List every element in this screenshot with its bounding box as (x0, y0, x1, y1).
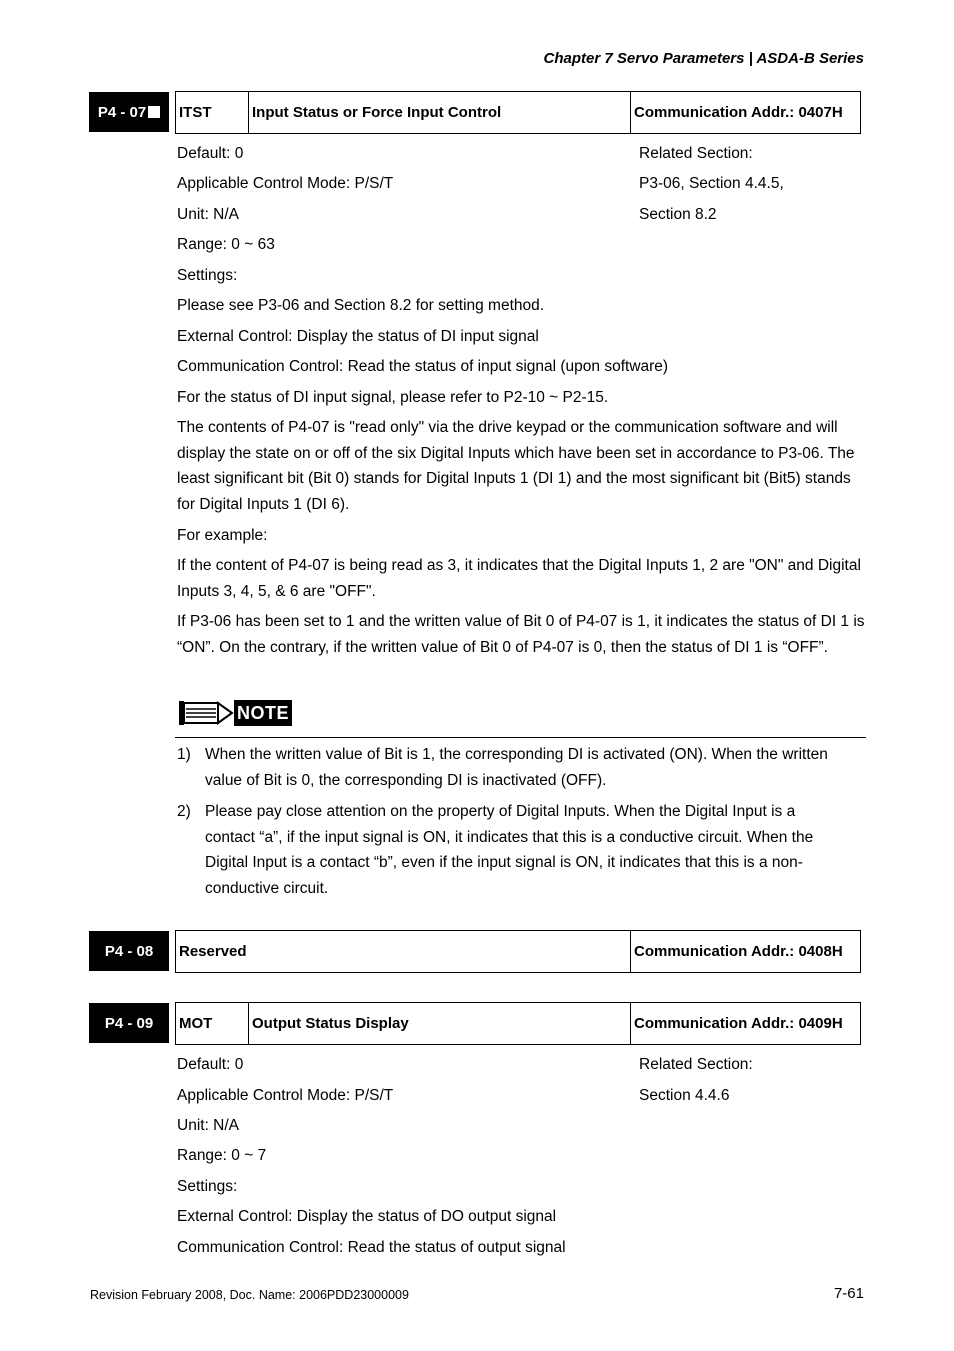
param-name: Output Status Display (249, 1003, 631, 1044)
settings-label: Settings: (177, 267, 238, 284)
param-tag-label: P4 - 08 (104, 942, 154, 960)
paragraph-example: If the content of P4-07 is being read as 3, it indicates that the Digital Inputs 1, 2 are "ON" and Digital Inputs 3, 4, 5, & 6 are "OFF". (177, 557, 861, 600)
note-label: NOTE (234, 700, 292, 726)
control-mode: Applicable Control Mode: P/S/T (177, 1087, 394, 1104)
footer-revision: Revision February 2008, Doc. Name: 2006PDD23000009 (90, 1288, 409, 1302)
param-abbr: ITST (176, 92, 249, 133)
param-name: Reserved (176, 931, 631, 972)
default-value: Default: 0 (177, 1056, 244, 1073)
paragraph-read-only: The contents of P4-07 is "read only" via the drive keypad or the communication software and will display the state on or off of the six Digital Inputs which have been set in accordance to P3-06. The least significant bit (Bit 0) stands for Digital Inputs 1 (DI 1) and the most significant bit (Bit5) stands for Digital Inputs 1 (DI 6). (177, 419, 855, 513)
param-tag-label: P4 - 07 (97, 103, 147, 121)
param-comm-addr: Communication Addr.: 0407H (634, 104, 843, 121)
square-icon (148, 106, 160, 118)
note-number: 1) (177, 746, 191, 763)
settings-line-1: External Control: Display the status of DO output signal (177, 1208, 557, 1225)
range: Range: 0 ~ 63 (177, 236, 275, 253)
unit: Unit: N/A (177, 1117, 240, 1134)
control-mode: Applicable Control Mode: P/S/T (177, 175, 394, 192)
param-header-table-p4-09 (175, 1002, 861, 1045)
note-item-1 (177, 742, 855, 793)
unit: Unit: N/A (177, 206, 240, 223)
settings-line-2: External Control: Display the status of DI input signal (177, 328, 539, 345)
note-item-2 (177, 799, 843, 901)
param-comm-addr: Communication Addr.: 0409H (634, 1015, 843, 1032)
note-text: Please pay close attention on the property of Digital Inputs. When the Digital Input is a contact “a”, if the input signal is ON, it indicates that this is a conductive circuit. When the Digital Input is a contact “b”, even if the input signal is ON, it indicates that this is a non-conductive circuit. (205, 803, 814, 897)
related-section-2: Section 8.2 (639, 206, 717, 223)
note-heading (178, 699, 292, 727)
note-text: When the written value of Bit is 1, the corresponding DI is activated (ON). When the written value of Bit is 0, the corresponding DI is inactivated (OFF). (205, 746, 828, 789)
param-tag-p4-09 (89, 1003, 169, 1043)
pencil-icon (178, 699, 234, 727)
settings-label: Settings: (177, 1178, 238, 1195)
param-tag-p4-08 (89, 931, 169, 971)
param-tag-p4-07 (89, 92, 169, 132)
param-comm-addr: Communication Addr.: 0408H (634, 943, 843, 960)
range: Range: 0 ~ 7 (177, 1147, 267, 1164)
param-name: Input Status or Force Input Control (249, 92, 631, 133)
note-divider (175, 737, 866, 738)
settings-line-3: Communication Control: Read the status of input signal (upon software) (177, 358, 669, 375)
related-section-title: Related Section: (639, 1056, 753, 1073)
settings-line-1: Please see P3-06 and Section 8.2 for setting method. (177, 297, 545, 314)
related-section-title: Related Section: (639, 145, 753, 162)
param-header-table-p4-08 (175, 930, 861, 973)
page-number: 7-61 (833, 1285, 864, 1302)
param-header-table-p4-07 (175, 91, 861, 134)
example-label: For example: (177, 527, 268, 544)
chapter-header: Chapter 7 Servo Parameters | ASDA-B Series (543, 50, 864, 67)
settings-line-4: For the status of DI input signal, please refer to P2-10 ~ P2-15. (177, 389, 609, 406)
settings-line-2: Communication Control: Read the status of output signal (177, 1239, 566, 1256)
related-section-1: Section 4.4.6 (639, 1087, 730, 1104)
default-value: Default: 0 (177, 145, 244, 162)
related-section-1: P3-06, Section 4.4.5, (639, 175, 784, 192)
param-tag-label: P4 - 09 (104, 1014, 154, 1032)
paragraph-bit0: If P3-06 has been set to 1 and the written value of Bit 0 of P4-07 is 1, it indicates the status of DI 1 is “ON”. On the contrary, if the written value of Bit 0 of P4-07 is 0, then the status of DI 1 is “OFF”. (177, 613, 865, 656)
note-number: 2) (177, 803, 191, 820)
param-abbr: MOT (176, 1003, 249, 1044)
